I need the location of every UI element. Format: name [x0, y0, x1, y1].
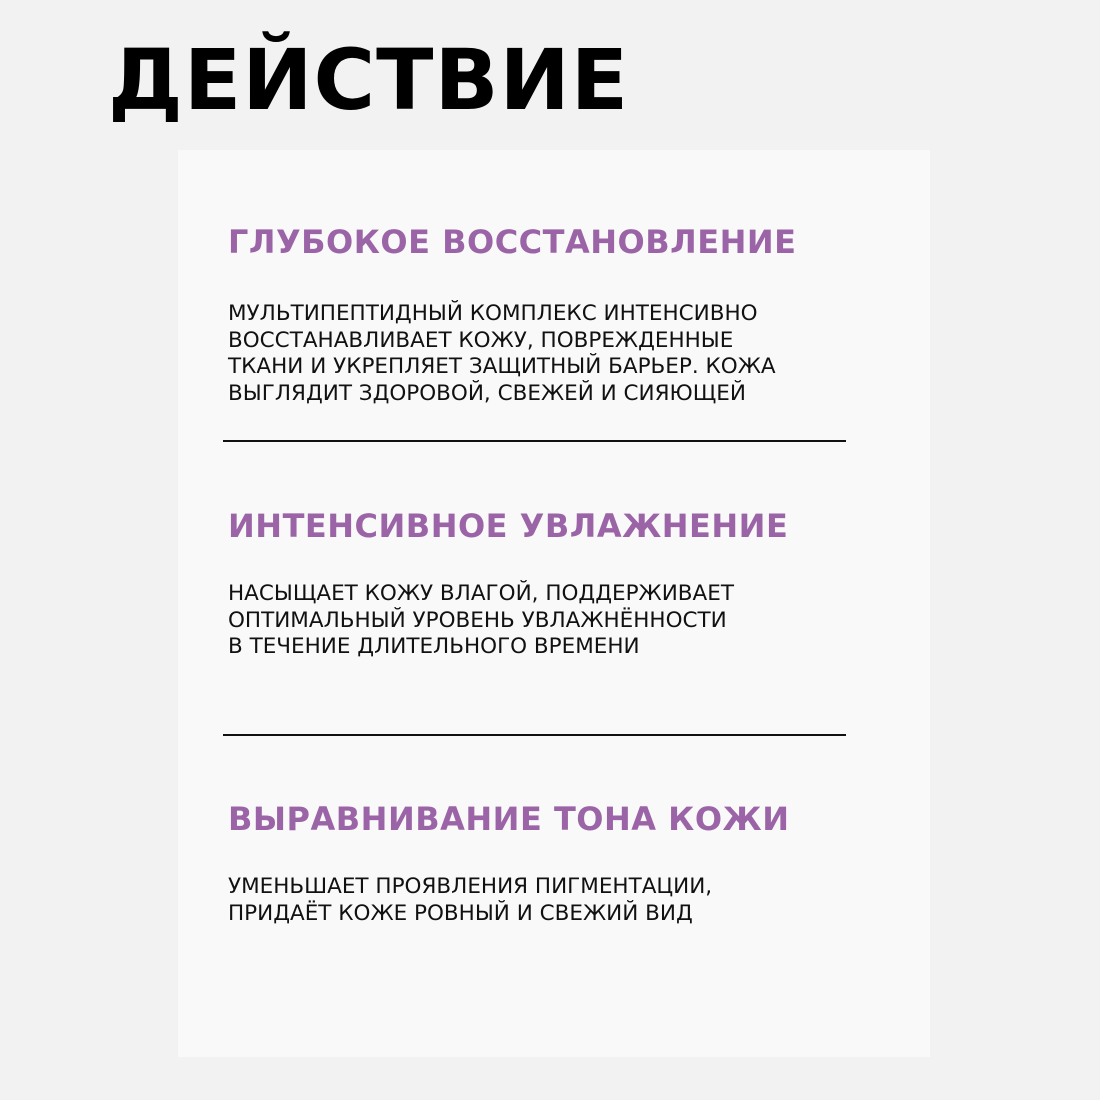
benefits-card: [178, 150, 930, 1057]
section-text-deep-repair: МУЛЬТИПЕПТИДНЫЙ КОМПЛЕКС ИНТЕНСИВНО ВОССТАНАВЛИВАЕТ КОЖУ, ПОВРЕЖДЕННЫЕ ТКАНИ И УКРЕПЛЯЕТ ЗАЩИТНЫЙ БАРЬЕР. КОЖА ВЫГЛЯДИТ ЗДОРОВОЙ, СВЕЖЕЙ И СИЯЮЩЕЙ: [228, 301, 776, 406]
section-text-even-tone: УМЕНЬШАЕТ ПРОЯВЛЕНИЯ ПИГМЕНТАЦИИ, ПРИДАЁТ КОЖЕ РОВНЫЙ И СВЕЖИЙ ВИД: [228, 874, 713, 926]
section-heading-deep-repair: ГЛУБОКОЕ ВОССТАНОВЛЕНИЕ: [228, 223, 797, 261]
section-divider: [223, 440, 846, 442]
section-text-hydration: НАСЫЩАЕТ КОЖУ ВЛАГОЙ, ПОДДЕРЖИВАЕТ ОПТИМАЛЬНЫЙ УРОВЕНЬ УВЛАЖНЁННОСТИ В ТЕЧЕНИЕ ДЛИТЕЛЬНОГО ВРЕМЕНИ: [228, 581, 734, 659]
section-heading-hydration: ИНТЕНСИВНОЕ УВЛАЖНЕНИЕ: [228, 507, 789, 545]
page-title: ДЕЙСТВИЕ: [108, 31, 630, 129]
section-heading-even-tone: ВЫРАВНИВАНИЕ ТОНА КОЖИ: [228, 800, 790, 838]
section-divider: [223, 734, 846, 736]
